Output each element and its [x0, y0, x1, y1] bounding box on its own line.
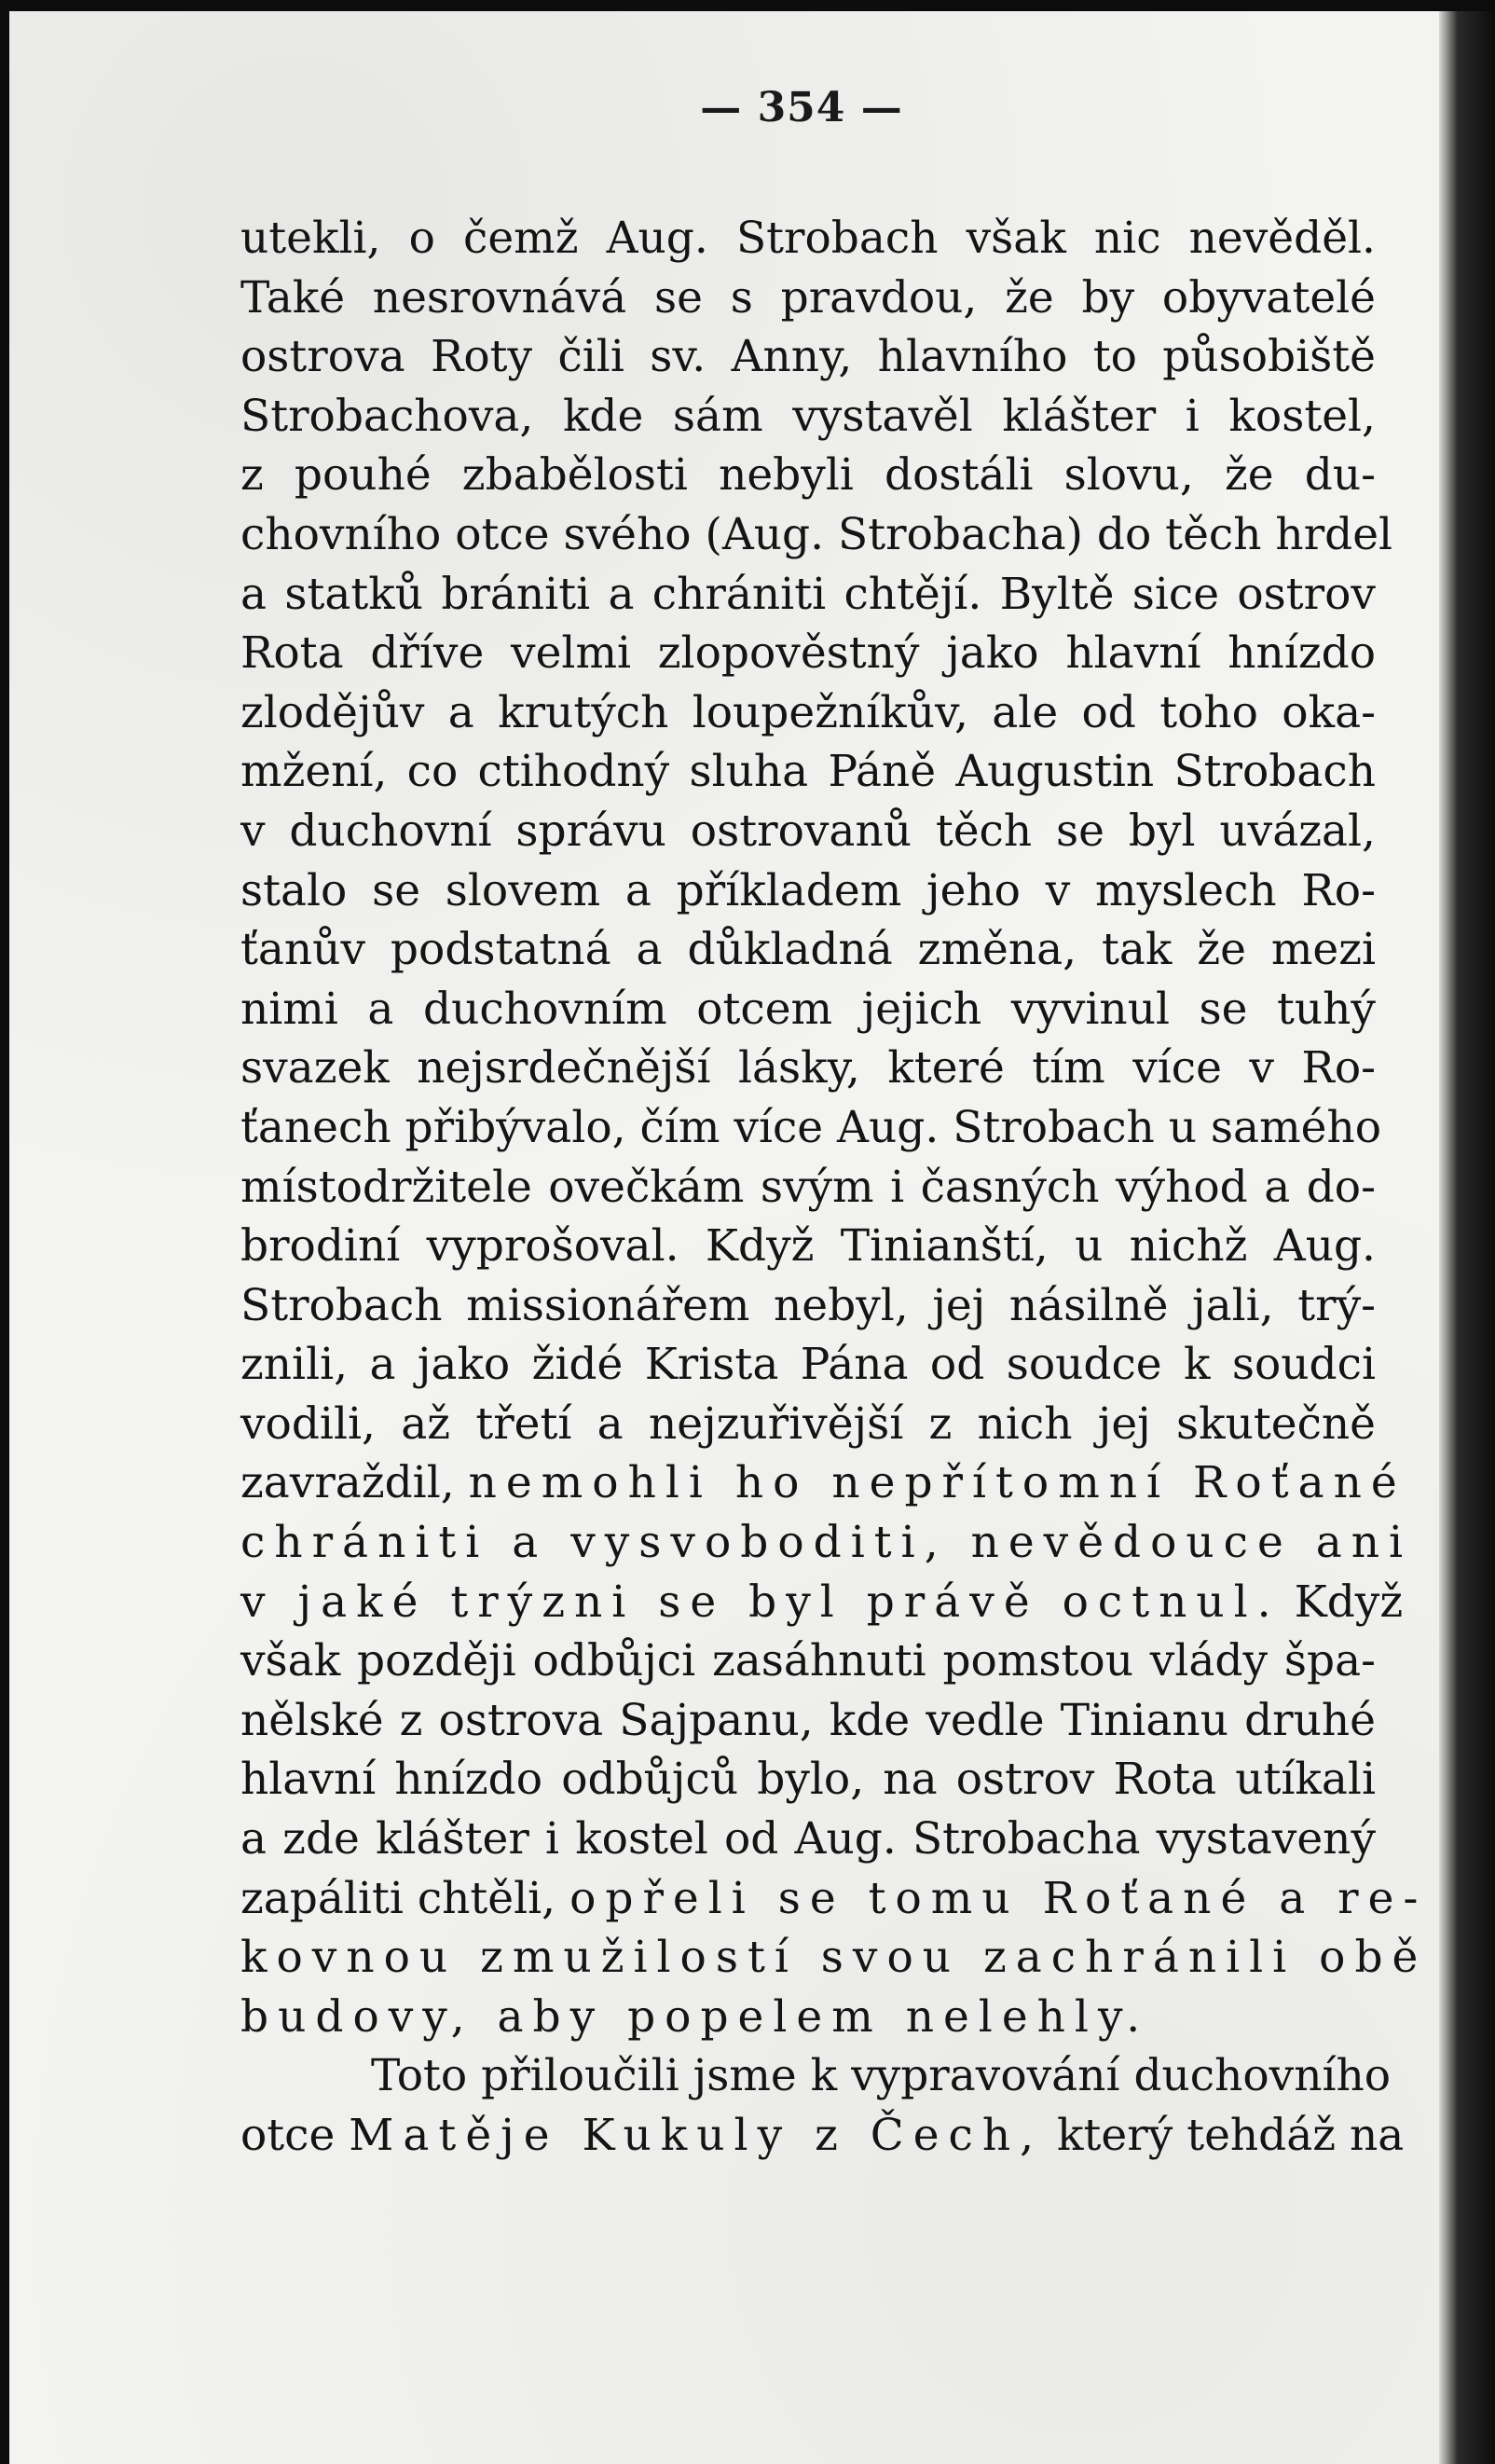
- text-line: stalo se slovem a příkladem jeho v myslech Ro-: [240, 864, 1376, 916]
- spaced-emphasis: nemohli ho nepřítomní Roťané: [468, 1457, 1406, 1509]
- spaced-emphasis-line: kovnou zmužilostí svou zachránili obě: [240, 1932, 1428, 1984]
- text-line: [240, 1869, 1428, 1929]
- text-run: zapáliti chtěli,: [240, 1872, 556, 1924]
- text-line: z pouhé zbabělosti nebyli dostáli slovu, že du-: [240, 449, 1376, 502]
- text-line: ťanech přibývalo, čím více Aug. Strobach u samého: [240, 1101, 1382, 1153]
- body-text: [240, 209, 1428, 2166]
- text-line: zlodějův a krutých loupežníkův, ale od toho oka-: [240, 686, 1376, 738]
- text-line: mžení, co ctihodný sluha Páně Augustin Strobach: [240, 746, 1376, 798]
- text-run: Když: [1294, 1576, 1404, 1628]
- spaced-emphasis: Matěje Kukuly z Čech,: [349, 2110, 1044, 2161]
- page-edge-shadow: [1439, 11, 1495, 2464]
- book-page: [9, 11, 1439, 2464]
- text-line: nimi a duchovním otcem jejich vyvinul se tuhý: [240, 983, 1376, 1035]
- text-line: znili, a jako židé Krista Pána od soudce k soudci: [240, 1339, 1376, 1391]
- text-line: [240, 1453, 1406, 1513]
- text-line: a zde klášter i kostel od Aug. Strobacha vystavený: [240, 1813, 1376, 1865]
- text-run: otce: [240, 2110, 336, 2161]
- spaced-emphasis-line: budovy, aby popelem nelehly.: [240, 1990, 1150, 2043]
- spaced-emphasis-line: chrániti a vysvoboditi, nevědouce ani: [240, 1517, 1413, 1569]
- text-run: který tehdáž na: [1057, 2110, 1405, 2161]
- text-line: [240, 2106, 1405, 2166]
- text-line: chovního otce svého (Aug. Strobacha) do těch hrdel: [240, 508, 1393, 560]
- spaced-emphasis: opřeli se tomu Roťané a re-: [569, 1872, 1428, 1924]
- text-line: vodili, až třetí a nejzuřivější z nich jej skutečně: [240, 1397, 1376, 1450]
- text-run: zavraždil,: [240, 1457, 455, 1509]
- text-line: Strobachova, kde sám vystavěl klášter i kostel,: [240, 390, 1376, 442]
- text-line: v duchovní správu ostrovanů těch se byl uvázal,: [240, 805, 1376, 857]
- text-line: brodiní vyprošoval. Když Tinianští, u nichž Aug.: [240, 1220, 1376, 1273]
- spaced-emphasis: v jaké trýzni se byl právě octnul.: [240, 1576, 1281, 1628]
- text-line: však později odbůjci zasáhnuti pomstou vlády špa-: [240, 1635, 1376, 1687]
- text-line: svazek nejsrdečnější lásky, které tím více v Ro-: [240, 1042, 1376, 1094]
- text-line: místodržitele ovečkám svým i časných výhod a do-: [240, 1161, 1376, 1213]
- text-line: utekli, o čemž Aug. Strobach však nic nevěděl.: [240, 213, 1376, 264]
- text-line: Také nesrovnává se s pravdou, že by obyvatelé: [240, 271, 1376, 323]
- text-line: ostrova Roty čili sv. Anny, hlavního to působiště: [240, 331, 1376, 383]
- text-line: a statků brániti a chrániti chtějí. Byltě sice ostrov: [240, 568, 1376, 620]
- text-line: nělské z ostrova Sajpanu, kde vedle Tinianu druhé: [240, 1694, 1376, 1746]
- text-line: Rota dříve velmi zlopověstný jako hlavní hnízdo: [240, 627, 1376, 680]
- text-line: ťanův podstatná a důkladná změna, tak že mezi: [240, 924, 1376, 976]
- text-line: [240, 1573, 1404, 1632]
- text-line: hlavní hnízdo odbůjců bylo, na ostrov Rota utíkali: [240, 1754, 1376, 1806]
- paragraph-start-line: Toto přiloučili jsme k vypravování duchovního: [371, 2050, 1392, 2102]
- page-number: — 354 —: [700, 84, 903, 131]
- text-line: Strobach missionářem nebyl, jej násilně jali, trý-: [240, 1279, 1376, 1331]
